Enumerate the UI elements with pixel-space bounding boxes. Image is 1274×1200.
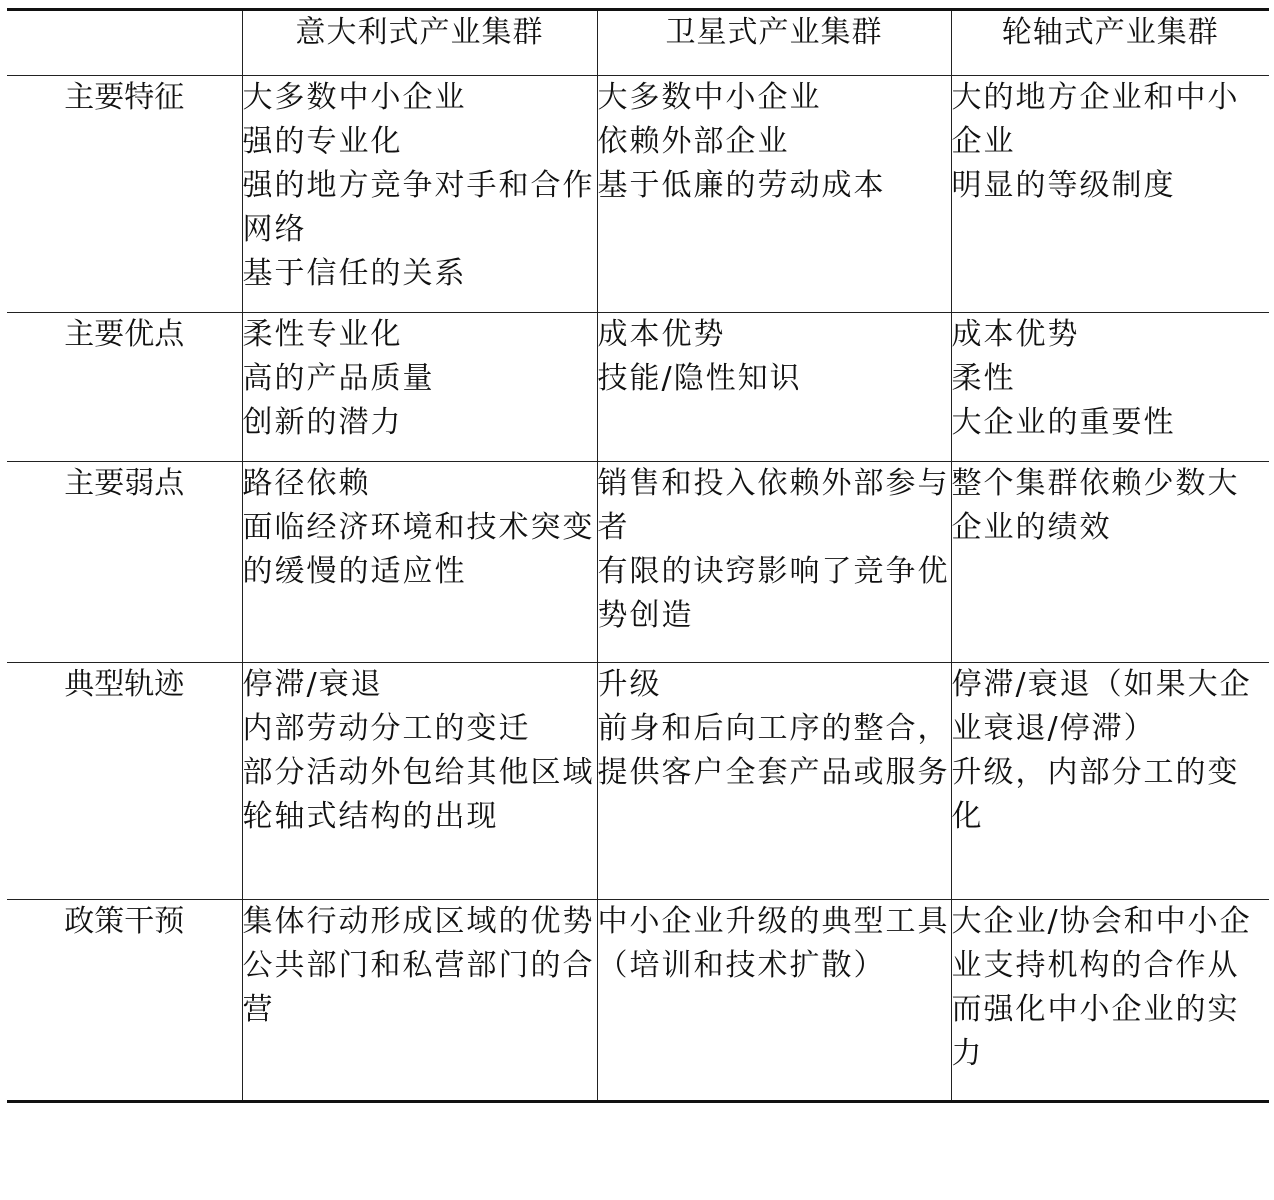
cell-line: 大的地方企业和中小企业 [951,80,1240,159]
cell-line: 明显的等级制度 [951,168,1176,203]
cell-line: 停滞/衰退 [242,667,383,702]
table-cell [597,313,951,462]
cell-line: 成本优势 [951,317,1080,352]
cell-line: 路径依赖 [242,466,371,501]
table-row [7,76,1269,313]
cell-line: 大企业/协会和中小企业支持机构的合作从而强化中小企业的实力 [951,904,1252,1071]
cell-line: 高的产品质量 [242,361,435,396]
table-cell [597,462,951,663]
row-label: 政策干预 [7,900,242,1102]
cell-line: 整个集群依赖少数大企业的绩效 [951,466,1240,545]
header-hub-spoke-cluster: 轮轴式产业集群 [951,10,1269,76]
cell-line: 柔性专业化 [242,317,403,352]
header-satellite-cluster: 卫星式产业集群 [597,10,951,76]
table-cell [951,313,1269,462]
cell-line: 基于信任的关系 [242,256,467,291]
header-corner-cell [7,10,242,76]
table-cell [951,663,1269,900]
table-row [7,900,1269,1102]
cell-line: 中小企业升级的典型工具（培训和技术扩散） [597,904,950,983]
header-italian-cluster: 意大利式产业集群 [242,10,597,76]
table-cell [951,900,1269,1102]
table-cell [242,313,597,462]
cell-line: 成本优势 [597,317,726,352]
row-label: 典型轨迹 [7,663,242,900]
cell-line: 大多数中小企业 [597,80,822,115]
cell-line: 部分活动外包给其他区域 [242,755,595,790]
cell-line: 创新的潜力 [242,405,403,440]
table-cell [242,76,597,313]
table-cell [242,900,597,1102]
cell-line: 停滞/衰退（如果大企业衰退/停滞） [951,667,1252,746]
table-cell [951,462,1269,663]
cell-line: 升级 [597,667,662,702]
cell-line: 前身和后向工序的整合，提供客户全套产品或服务 [597,711,950,790]
row-label: 主要特征 [7,76,242,313]
header-row [7,10,1269,76]
cell-line: 基于低廉的劳动成本 [597,168,886,203]
cell-line: 依赖外部企业 [597,124,790,159]
cell-line: 强的地方竞争对手和合作网络 [242,168,595,247]
cell-line: 大企业的重要性 [951,405,1176,440]
row-label: 主要弱点 [7,462,242,663]
cell-line: 内部劳动分工的变迁 [242,711,531,746]
table-cell [242,462,597,663]
cell-line: 销售和投入依赖外部参与者 [597,466,950,545]
table-row [7,313,1269,462]
table-row [7,663,1269,900]
table-cell [242,663,597,900]
cell-line: 面临经济环境和技术突变的缓慢的适应性 [242,510,595,589]
table-cell [597,900,951,1102]
cell-line: 有限的诀窍影响了竞争优势创造 [597,554,950,633]
cell-line: 集体行动形成区域的优势 [242,904,595,939]
table-cell [597,76,951,313]
row-label: 主要优点 [7,313,242,462]
cell-line: 大多数中小企业 [242,80,467,115]
cell-line: 强的专业化 [242,124,403,159]
table-cell [597,663,951,900]
table-row [7,462,1269,663]
cluster-comparison-table [7,8,1269,1103]
cell-line: 升级，内部分工的变化 [951,755,1240,834]
cell-line: 轮轴式结构的出现 [242,799,499,834]
cell-line: 技能/隐性知识 [597,361,802,396]
cell-line: 柔性 [951,361,1016,396]
table-cell [951,76,1269,313]
cell-line: 公共部门和私营部门的合营 [242,948,595,1027]
